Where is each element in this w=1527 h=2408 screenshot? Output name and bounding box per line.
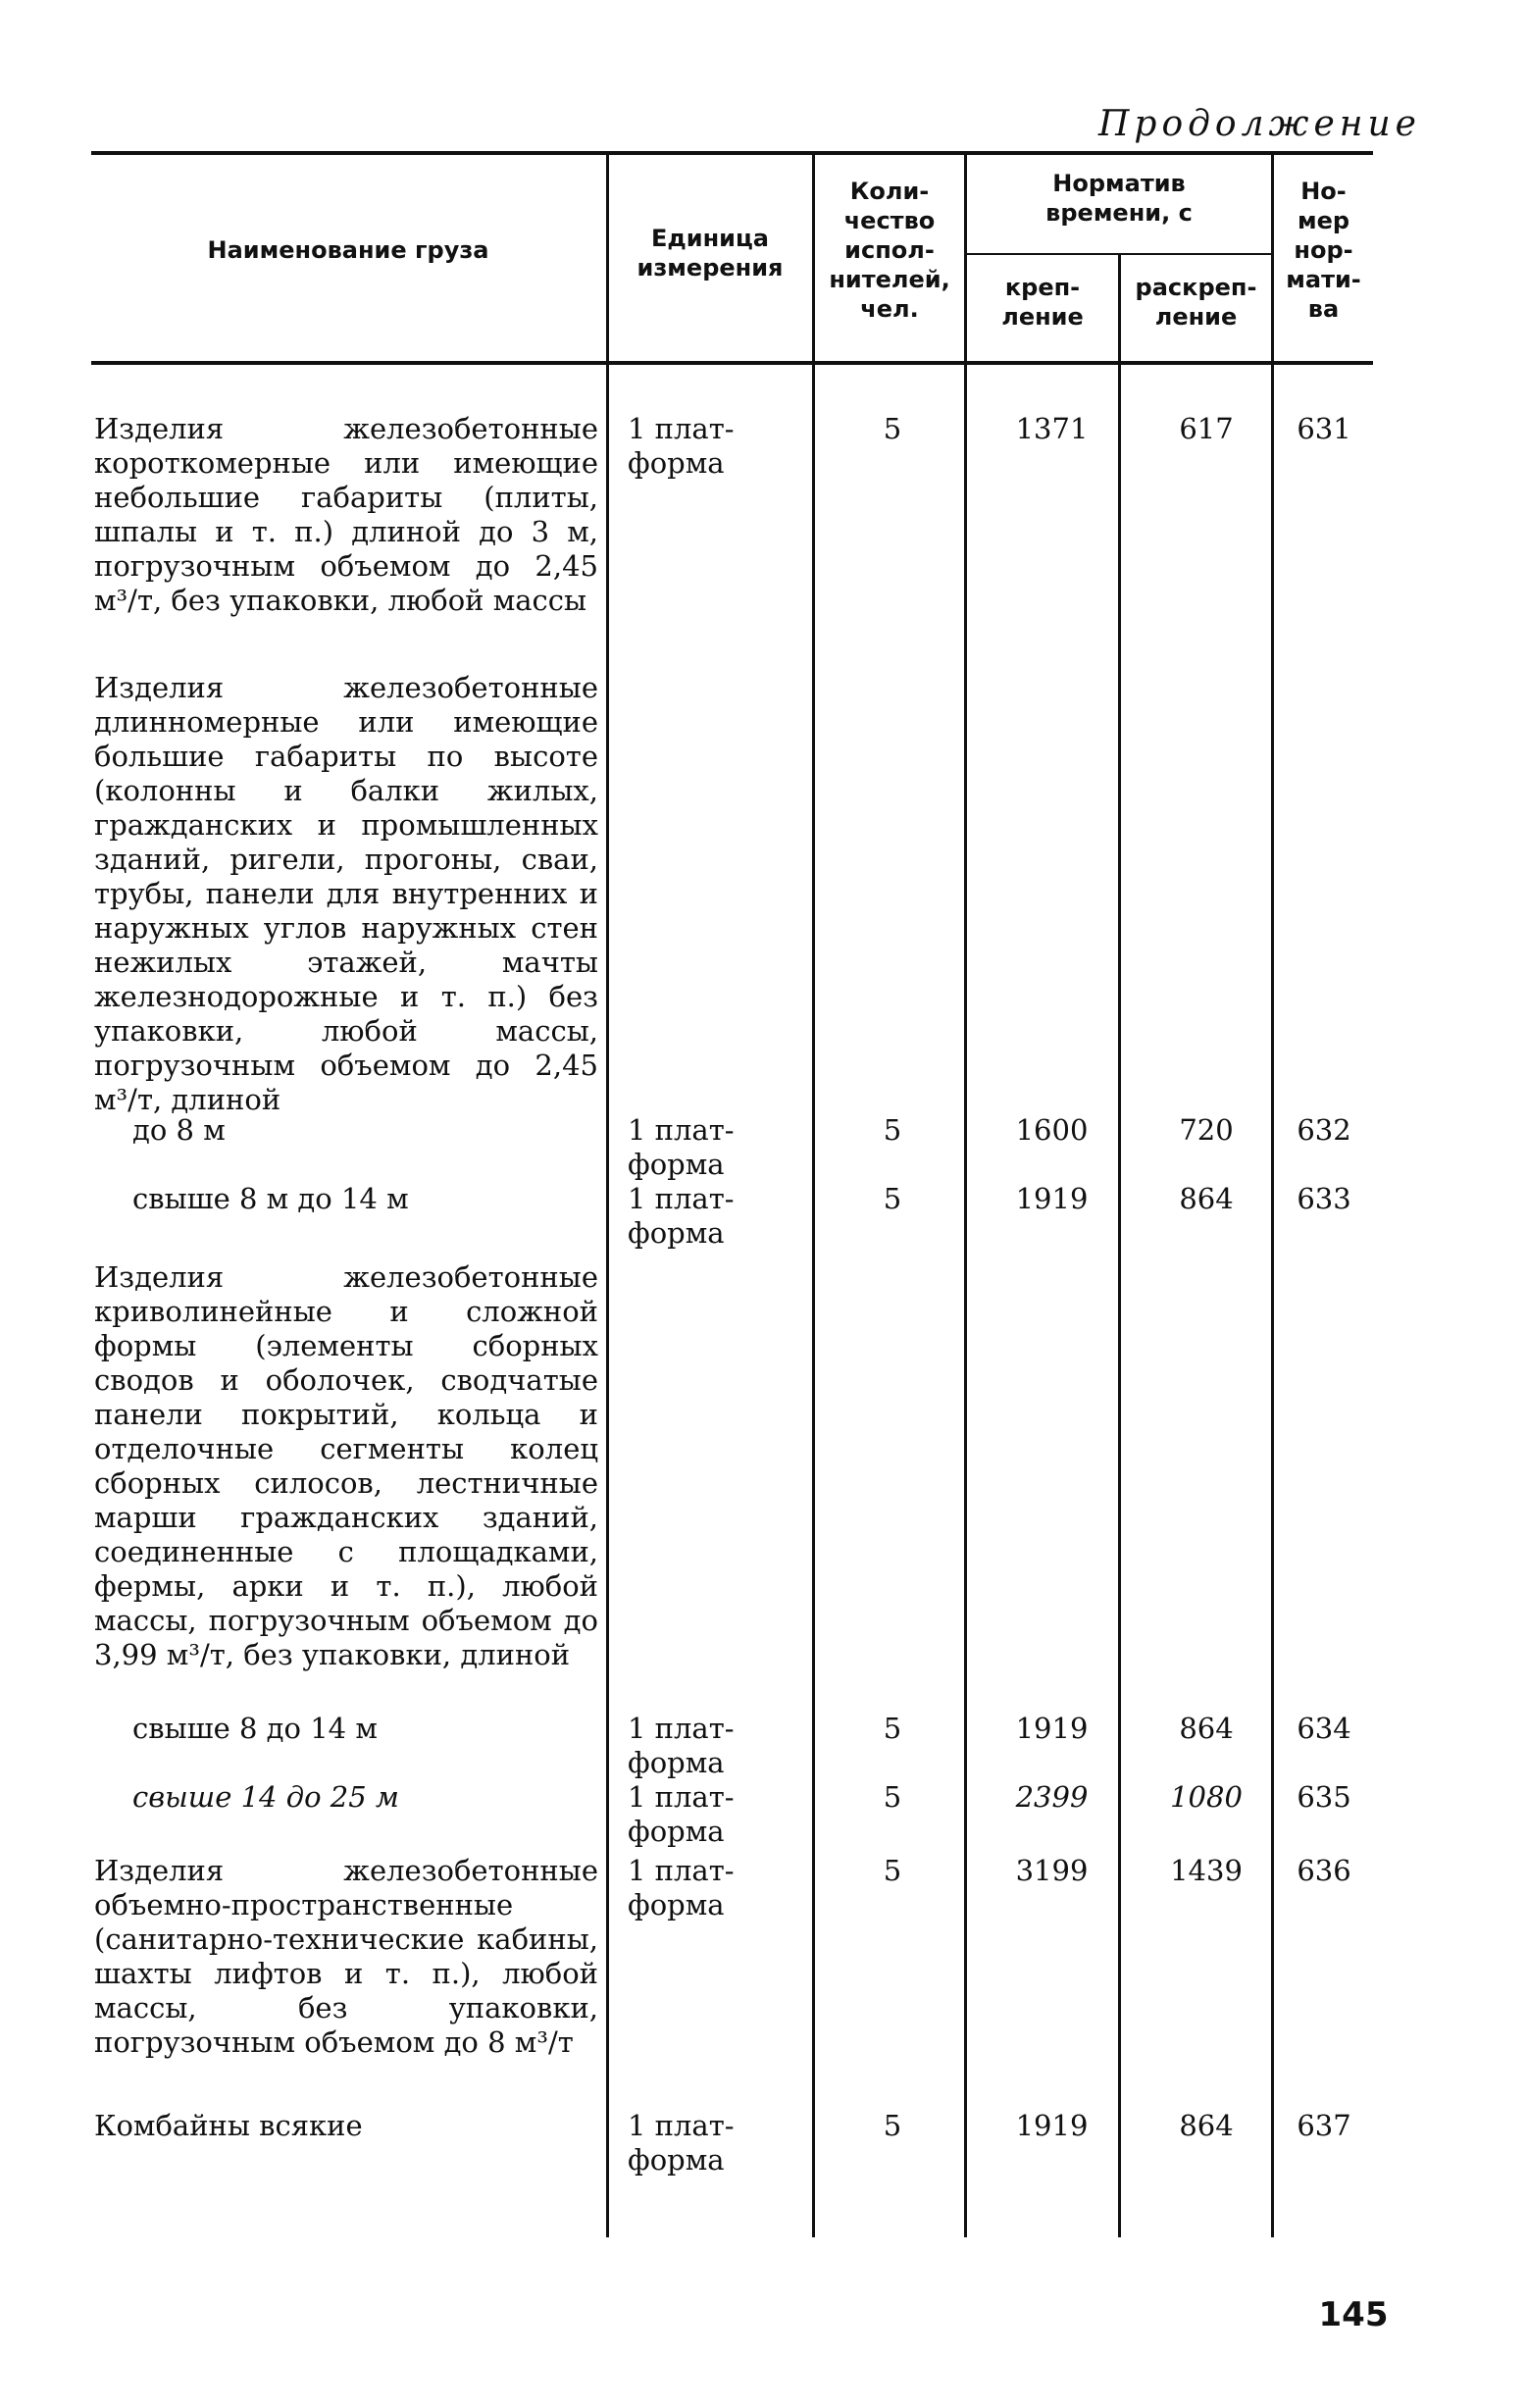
row-group-heading: Изделия железобетонные длинномерные или имеющие большие габариты по высоте (колонны и балки жилых, гражданских и промышленных зданий, ригели, прогоны, сваи, трубы, панели для внутренних и наружных углов наружных стен нежилых этажей, мачты железнодорожные и т. п.) без упаковки, любой массы, погрузочным объемом до 2,45 м³/т, длиной [94,671,598,1116]
row-unit: 1 плат- форма [628,412,735,480]
row-fastening: 1371 [1015,412,1089,445]
header-unfastening: раскреп- ление [1135,274,1257,331]
row-unfastening: 864 [1179,2109,1234,2142]
col-divider-fast [964,151,967,2237]
row-cargo-name: Комбайны всякие [94,2109,363,2142]
row-cargo-name: Изделия железобетонные объемно-пространственные (санитарно-технические кабины, шахты лифтов и т. п.), любой массы, без упаковки, погрузочным объемом до 8 м³/т [94,1854,598,2059]
table-top-rule [91,151,1373,155]
row-fastening: 1919 [1015,1182,1089,1215]
row-cargo-name: свыше 8 до 14 м [132,1712,378,1745]
header-fastening: креп- ление [1001,274,1084,331]
row-fastening: 1600 [1015,1113,1089,1147]
row-unit: 1 плат- форма [628,1780,735,1848]
col-divider-unit [606,151,609,2237]
row-executors: 5 [883,1854,902,1887]
row-executors: 5 [883,1113,902,1147]
row-unit: 1 плат- форма [628,1854,735,1921]
row-executors: 5 [883,412,902,445]
row-unfastening: 1080 [1170,1780,1243,1814]
row-fastening: 3199 [1015,1854,1089,1887]
row-cargo-name: Изделия железобетонные короткомерные или имеющие небольшие габариты (плиты, шпалы и т. п.) длиной до 3 м, погрузочным объемом до 2,45 м³/т, без упаковки, любой массы [94,412,598,617]
row-norm-number: 634 [1297,1712,1351,1745]
row-norm-number: 636 [1297,1854,1351,1887]
row-executors: 5 [883,1780,902,1814]
row-norm-number: 633 [1297,1182,1351,1215]
row-norm-number: 637 [1297,2109,1351,2142]
header-time-norm: Норматив времени, с [1045,170,1193,227]
row-fastening: 2399 [1015,1780,1089,1814]
header-bottom-rule [91,361,1373,365]
row-cargo-name: свыше 8 м до 14 м [132,1182,409,1215]
row-executors: 5 [883,2109,902,2142]
page-number: 145 [1318,2295,1389,2334]
row-unfastening: 720 [1179,1113,1234,1147]
row-unfastening: 617 [1179,412,1234,445]
row-executors: 5 [883,1182,902,1215]
row-unfastening: 1439 [1170,1854,1243,1887]
row-norm-number: 635 [1297,1780,1351,1814]
col-divider-unfast [1118,253,1121,2237]
row-group-heading: Изделия железобетонные криволинейные и сложной формы (элементы сборных сводов и оболочек, сводчатые панели покрытий, кольца и отделочные сегменты колец сборных силосов, лестничные марши гражданских зданий, соединенные с площадками, фермы, арки и т. п.), любой массы, погрузочным объемом до 3,99 м³/т, без упаковки, длиной [94,1260,598,1671]
row-unfastening: 864 [1179,1712,1234,1745]
row-unfastening: 864 [1179,1182,1234,1215]
row-fastening: 1919 [1015,2109,1089,2142]
row-unit: 1 плат- форма [628,1113,735,1181]
row-cargo-name: свыше 14 до 25 м [132,1780,399,1814]
header-cargo-name: Наименование груза [207,236,489,264]
header-unit: Единица измерения [636,225,784,282]
row-fastening: 1919 [1015,1712,1089,1745]
row-unit: 1 плат- форма [628,1712,735,1779]
row-unit: 1 плат- форма [628,2109,735,2177]
row-cargo-name: до 8 м [132,1113,226,1147]
continued-label: Продолжение [1098,104,1421,144]
row-norm-number: 632 [1297,1113,1351,1147]
header-executors: Коли- чество испол- нителей, чел. [829,178,950,323]
row-executors: 5 [883,1712,902,1745]
header-norm-number: Но- мер нор- мати- ва [1286,178,1361,323]
row-unit: 1 плат- форма [628,1182,735,1250]
row-norm-number: 631 [1297,412,1351,445]
